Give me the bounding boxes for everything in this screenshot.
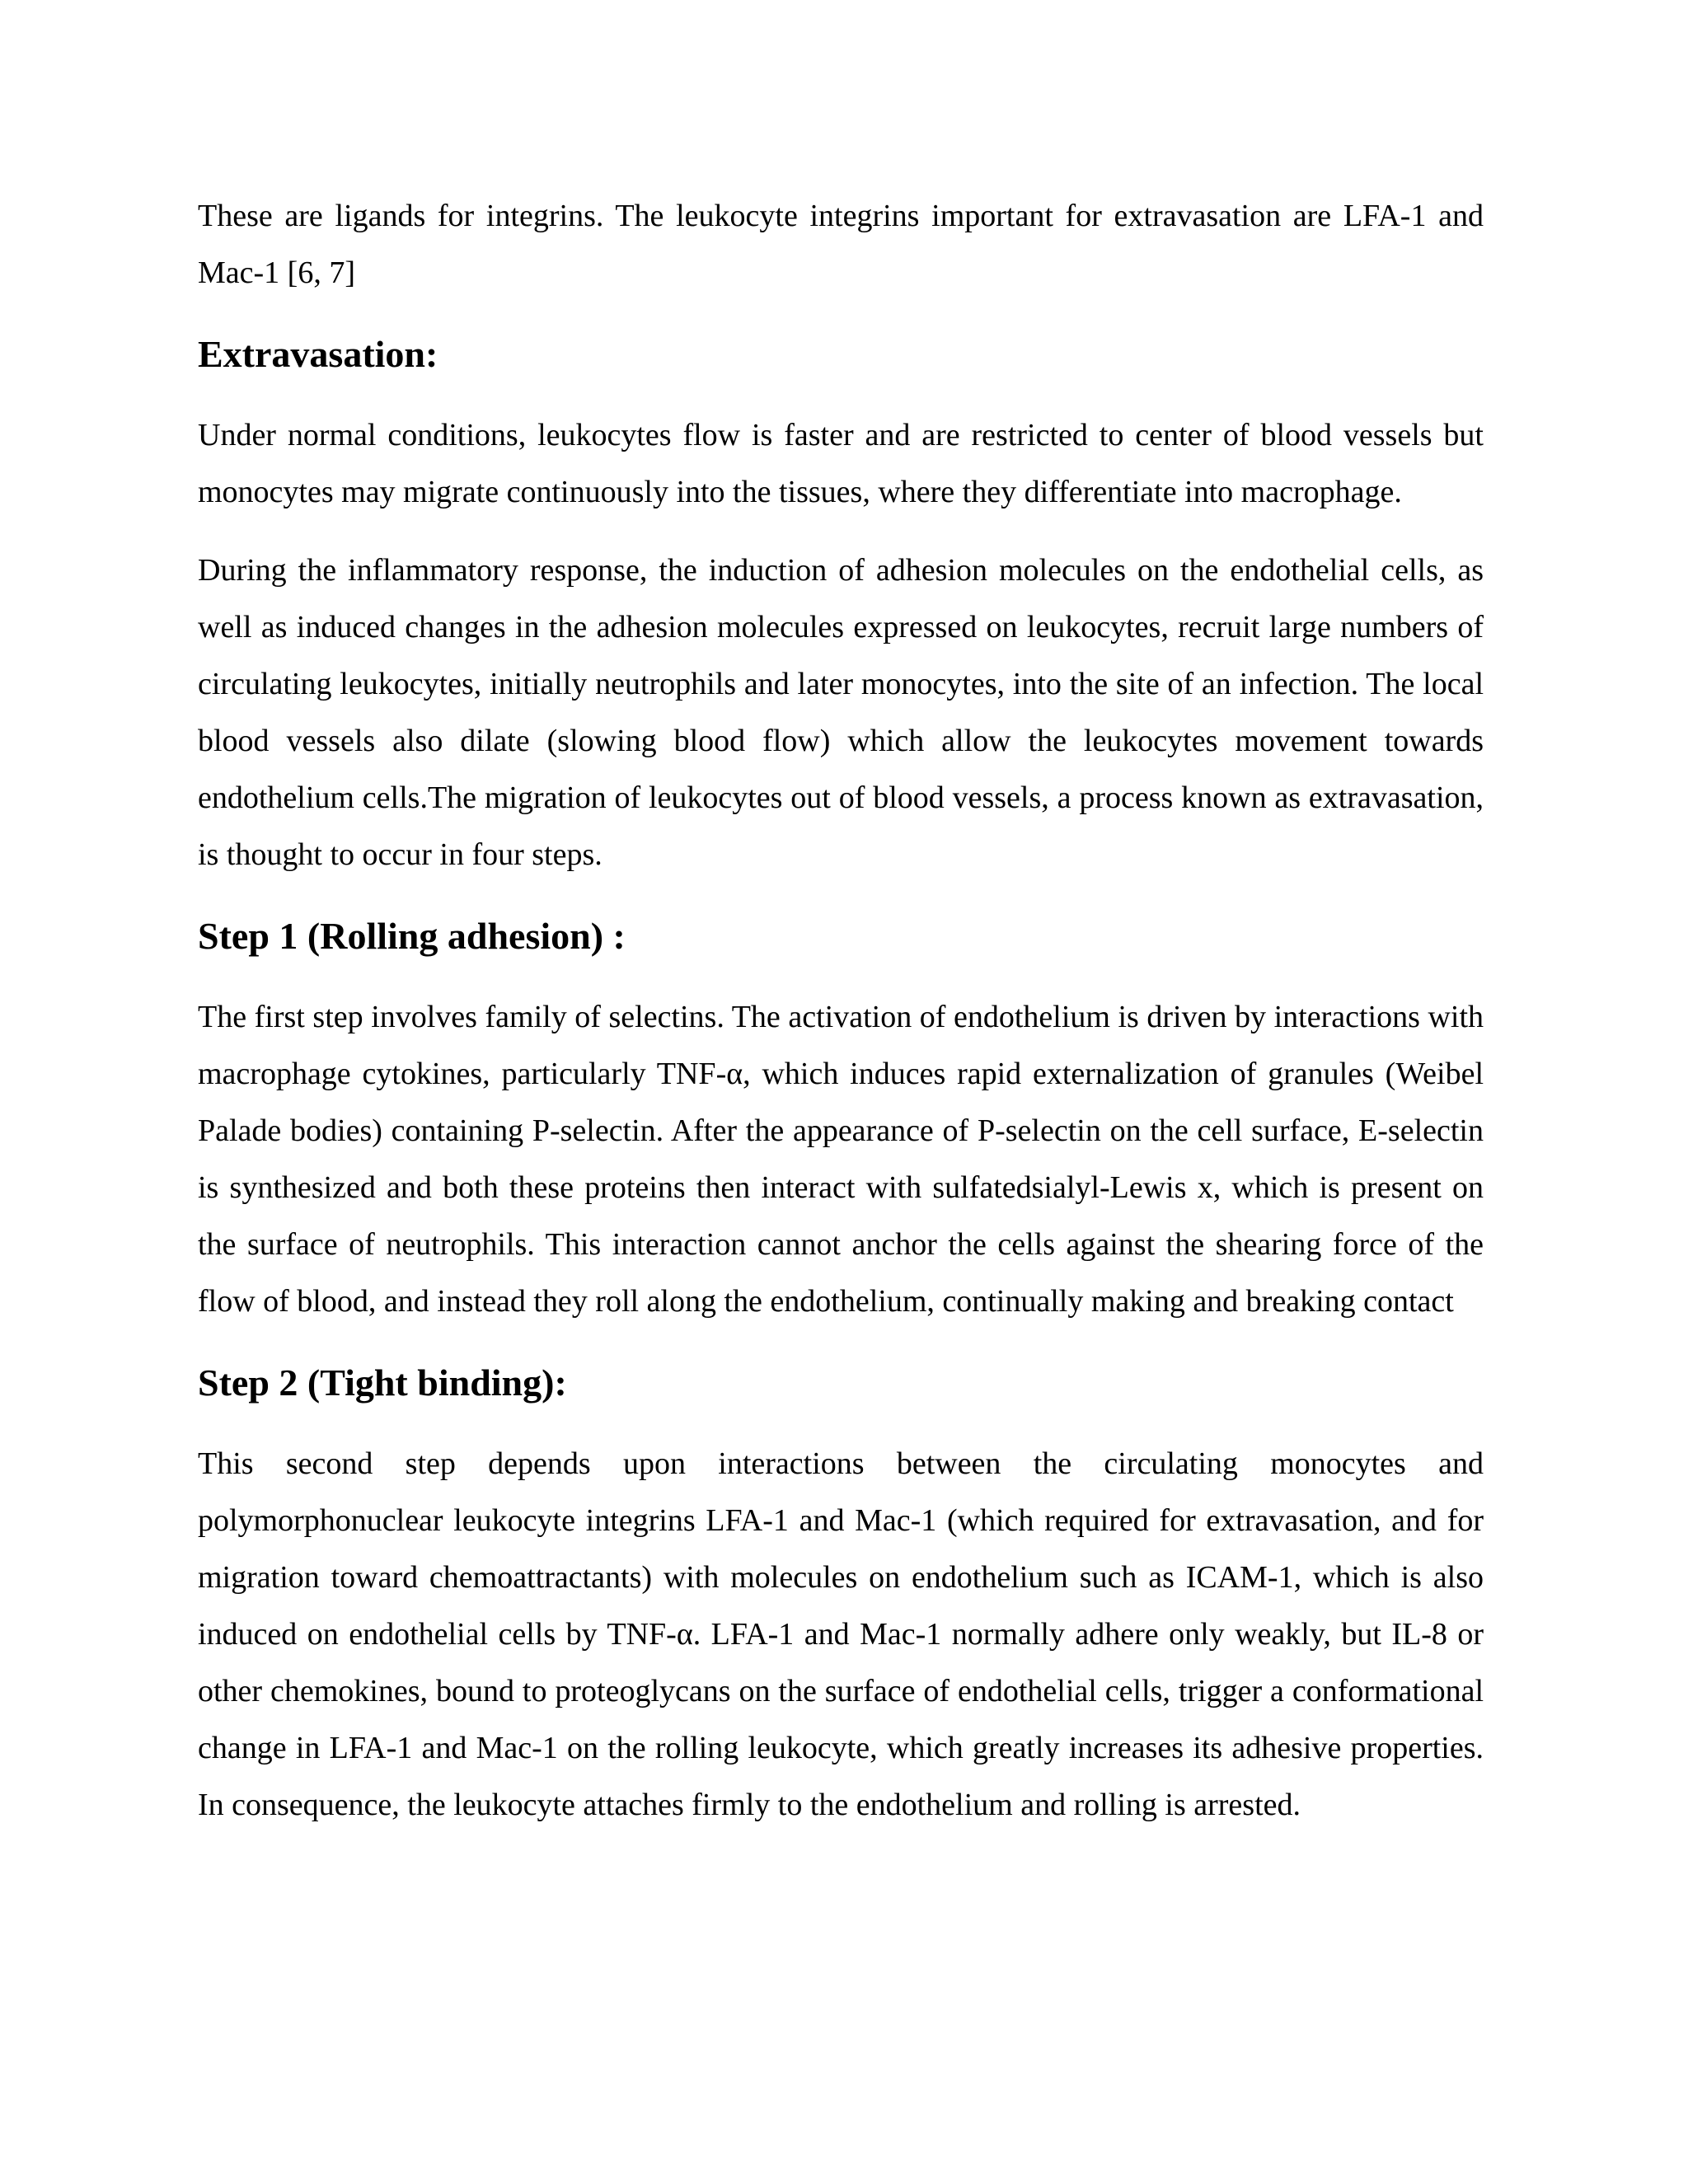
heading-step-2: Step 2 (Tight binding): [198,1361,567,1404]
paragraph-step-1: The first step involves family of selectins. The activation of endothelium is driven by interactions with macrophage cytokines, particularly TNF-α, which induces rapid externalization of granules (Weibel Palade bodies) containing P-selectin. After the appearance of P-selectin on the cell surface, E-selectin is synthesized and both these proteins then interact with sulfatedsialyl-Lewis x, which is present on the surface of neutrophils. This interaction cannot anchor the cells against the shearing force of the flow of blood, and instead they roll along the endothelium, continually making and breaking contact [198,1000,1484,1319]
paragraph-inflammatory-response: During the inflammatory response, the induction of adhesion molecules on the endothelial cells, as well as induced changes in the adhesion molecules expressed on leukocytes, recruit large numbers of circulating leukocytes, initially neutrophils and later monocytes, into the site of an infection. The local blood vessels also dilate (slowing blood flow) which allow the leukocytes movement towards endothelium cells.The migration of leukocytes out of blood vessels, a process known as extravasation, is thought to occur in four steps. [198,553,1484,872]
paragraph-step-2: This second step depends upon interactions between the circulating monocytes and polymorphonuclear leukocyte integrins LFA-1 and Mac-1 (which required for extravasation, and for migration toward chemoattractants) with molecules on endothelium such as ICAM-1, which is also induced on endothelial cells by TNF-α. LFA-1 and Mac-1 normally adhere only weakly, but IL-8 or other chemokines, bound to proteoglycans on the surface of endothelial cells, trigger a conformational change in LFA-1 and Mac-1 on the rolling leukocyte, which greatly increases its adhesive properties. In consequence, the leukocyte attaches firmly to the endothelium and rolling is arrested. [198,1446,1484,1822]
intro-paragraph: These are ligands for integrins. The leukocyte integrins important for extravasation are LFA-1 and Mac-1 [6, 7] [198,199,1484,290]
document-page [198,188,1484,1834]
heading-step-1: Step 1 (Rolling adhesion) : [198,915,626,957]
paragraph-normal-conditions: Under normal conditions, leukocytes flow is faster and are restricted to center of blood vessels but monocytes may migrate continuously into the tissues, where they differentiate into macrophage. [198,418,1484,509]
heading-extravasation: Extravasation: [198,333,438,375]
